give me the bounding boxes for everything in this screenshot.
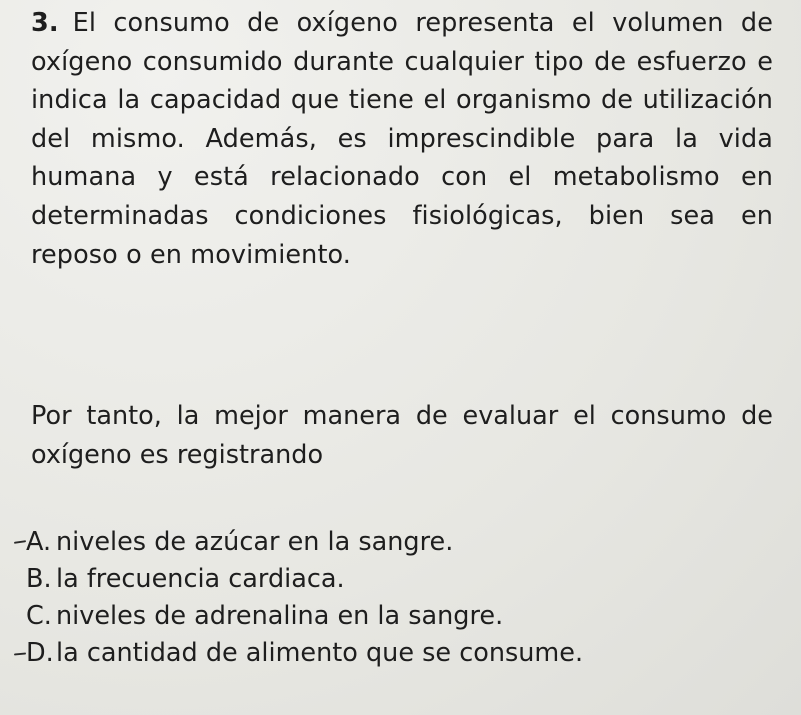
question-text: El consumo de oxígeno representa el volumen de oxígeno consumido durante cualquier tipo de esfuerzo e indica la capacidad que tiene el organismo de utilización del mismo. Además, es imprescindible para la vida humana y está relacionado con el metabolismo en determinadas condiciones fisiológicas, bien sea en reposo o en movimiento. <box>31 8 773 270</box>
option-letter: C. <box>26 601 52 631</box>
option-d[interactable] <box>26 635 786 672</box>
option-b[interactable] <box>26 561 786 598</box>
option-a[interactable] <box>26 524 786 561</box>
option-text: niveles de adrenalina en la sangre. <box>56 601 504 631</box>
question-lead-in: Por tanto, la mejor manera de evaluar el consumo de oxígeno es registrando <box>31 401 773 470</box>
pen-mark-d <box>14 652 26 655</box>
option-text: la frecuencia cardiaca. <box>56 564 345 594</box>
option-text: niveles de azúcar en la sangre. <box>56 527 454 557</box>
pen-mark-a <box>14 540 26 544</box>
answer-options <box>26 524 786 672</box>
option-c[interactable] <box>26 598 786 635</box>
option-letter: B. <box>26 564 52 594</box>
option-letter: D. <box>26 638 54 668</box>
question-number: 3. <box>31 8 59 38</box>
option-letter: A. <box>26 527 52 557</box>
question-stem <box>31 4 773 274</box>
option-text: la cantidad de alimento que se consume. <box>56 638 584 668</box>
